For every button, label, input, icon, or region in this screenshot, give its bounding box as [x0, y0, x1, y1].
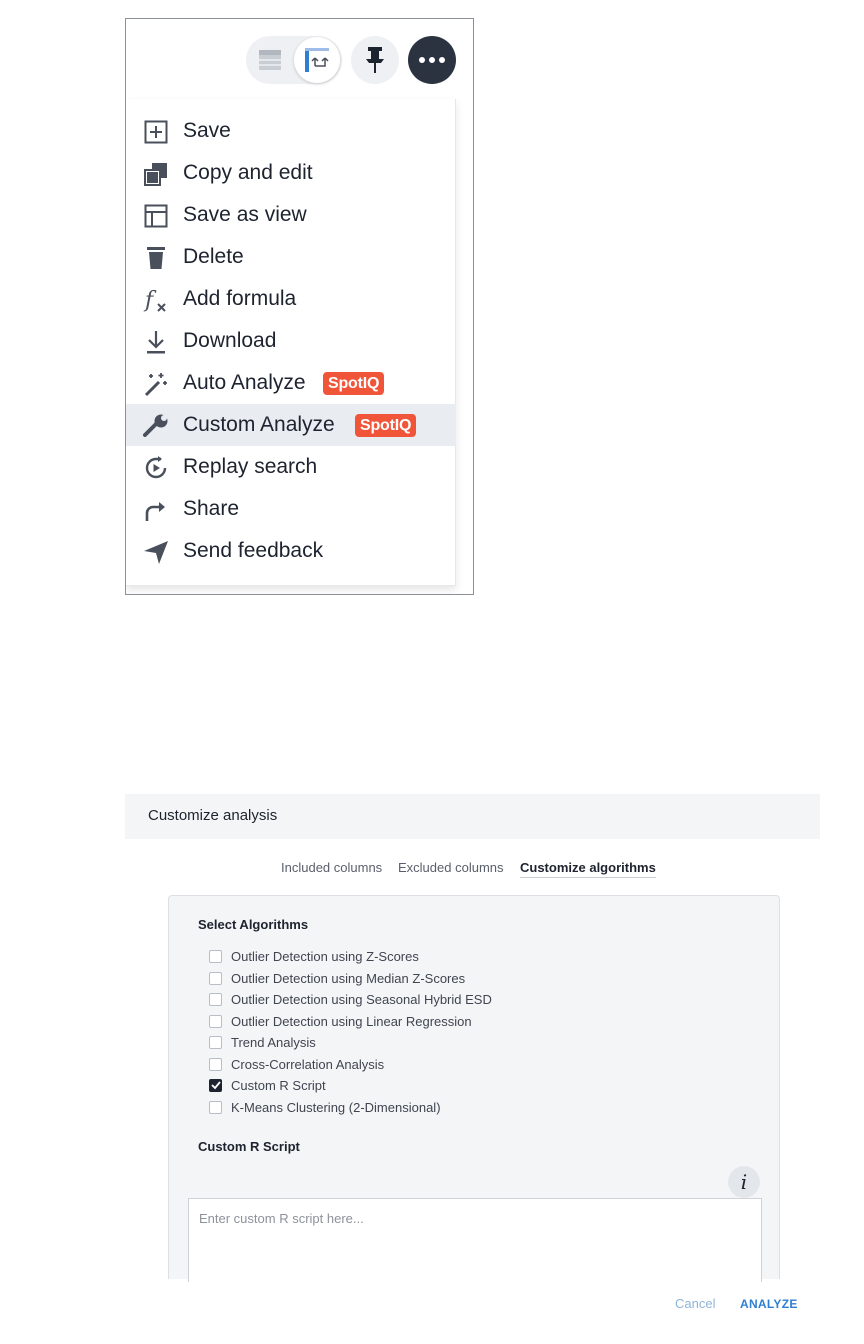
- algorithm-label: Custom R Script: [231, 1077, 326, 1093]
- algorithm-label: K-Means Clustering (2-Dimensional): [231, 1099, 441, 1115]
- tab-customize-algorithms[interactable]: Customize algorithms: [520, 860, 656, 878]
- algorithm-label: Outlier Detection using Median Z-Scores: [231, 970, 466, 986]
- r-script-input[interactable]: [188, 1198, 762, 1282]
- algorithm-label: Trend Analysis: [231, 1034, 316, 1050]
- pin-button[interactable]: [351, 36, 399, 84]
- answer-toolbar: [126, 19, 473, 99]
- algorithm-option[interactable]: [209, 1033, 316, 1051]
- menu-item-label: Delete: [183, 245, 244, 268]
- menu-item-label: Add formula: [183, 287, 297, 310]
- menu-item-label: Send feedback: [183, 539, 324, 562]
- menu-item-custom-analyze[interactable]: [126, 404, 456, 446]
- tab-excluded-columns[interactable]: Excluded columns: [398, 860, 504, 875]
- view-toggle: [246, 36, 342, 84]
- menu-item-save[interactable]: [126, 110, 456, 152]
- download-icon: [143, 329, 169, 355]
- select-algorithms-heading: Select Algorithms: [198, 917, 309, 932]
- info-icon: i: [740, 1170, 748, 1194]
- wrench-icon: [143, 413, 169, 439]
- checkmark-icon: [211, 1080, 221, 1090]
- algorithm-option[interactable]: [209, 990, 492, 1008]
- more-options-icon: [418, 56, 446, 64]
- checkbox[interactable]: [209, 1101, 222, 1114]
- magic-wand-icon: [143, 371, 169, 397]
- algorithm-option[interactable]: [209, 1076, 326, 1094]
- pin-icon: [363, 46, 387, 74]
- actions-menu-screenshot: [125, 18, 474, 595]
- custom-r-script-heading: Custom R Script: [198, 1139, 300, 1154]
- trash-icon: [143, 245, 169, 271]
- menu-item-download[interactable]: [126, 320, 456, 362]
- save-icon: [143, 119, 169, 145]
- info-button[interactable]: [728, 1166, 760, 1198]
- menu-item-label: Share: [183, 497, 240, 520]
- dialog-header: [125, 794, 820, 839]
- menu-item-label: Save: [183, 119, 231, 142]
- algorithms-panel: [168, 895, 780, 1279]
- chart-view-button[interactable]: [294, 37, 340, 83]
- algorithm-label: Outlier Detection using Seasonal Hybrid ESD: [231, 991, 492, 1007]
- checkbox[interactable]: [209, 1058, 222, 1071]
- copy-icon: [143, 161, 169, 187]
- cancel-button[interactable]: Cancel: [675, 1296, 716, 1311]
- formula-icon: [143, 287, 169, 313]
- menu-item-replay-search[interactable]: [126, 446, 456, 488]
- checkbox[interactable]: [209, 993, 222, 1006]
- send-icon: [143, 539, 169, 565]
- actions-dropdown: [126, 99, 456, 586]
- chart-icon: [304, 47, 330, 73]
- more-options-button[interactable]: [408, 36, 456, 84]
- menu-item-share[interactable]: [126, 488, 456, 530]
- checkbox[interactable]: [209, 1015, 222, 1028]
- algorithm-label: Outlier Detection using Linear Regression: [231, 1013, 472, 1029]
- menu-item-label: Custom Analyze: [183, 413, 335, 436]
- svg-text:f: f: [145, 288, 154, 313]
- menu-item-label: Auto Analyze: [183, 371, 306, 394]
- menu-item-auto-analyze[interactable]: [126, 362, 456, 404]
- algorithm-option[interactable]: [209, 1012, 472, 1030]
- algorithm-option[interactable]: [209, 947, 419, 965]
- dialog-title: Customize analysis: [148, 807, 278, 824]
- spotiq-badge: SpotIQ: [355, 414, 416, 437]
- algorithm-label: Cross-Correlation Analysis: [231, 1056, 385, 1072]
- table-icon[interactable]: [258, 48, 282, 72]
- algorithm-option[interactable]: [209, 969, 465, 987]
- spotiq-badge: SpotIQ: [323, 372, 384, 395]
- menu-item-copy-and-edit[interactable]: [126, 152, 456, 194]
- checkbox[interactable]: [209, 1036, 222, 1049]
- tab-included-columns[interactable]: Included columns: [281, 860, 383, 875]
- menu-item-label: Download: [183, 329, 277, 352]
- replay-icon: [143, 455, 169, 481]
- view-icon: [143, 203, 169, 229]
- checkbox-checked[interactable]: [209, 1079, 222, 1092]
- checkbox[interactable]: [209, 950, 222, 963]
- algorithm-option[interactable]: [209, 1098, 441, 1116]
- menu-item-delete[interactable]: [126, 236, 456, 278]
- checkbox[interactable]: [209, 972, 222, 985]
- menu-item-add-formula[interactable]: [126, 278, 456, 320]
- algorithm-option[interactable]: [209, 1055, 384, 1073]
- menu-item-send-feedback[interactable]: [126, 530, 456, 572]
- algorithm-label: Outlier Detection using Z-Scores: [231, 948, 419, 964]
- menu-item-label: Save as view: [183, 203, 307, 226]
- analyze-button[interactable]: ANALYZE: [740, 1297, 798, 1311]
- menu-item-label: Replay search: [183, 455, 318, 478]
- share-icon: [143, 497, 169, 523]
- menu-item-label: Copy and edit: [183, 161, 313, 184]
- menu-item-save-as-view[interactable]: [126, 194, 456, 236]
- analysis-tabs: [0, 858, 864, 882]
